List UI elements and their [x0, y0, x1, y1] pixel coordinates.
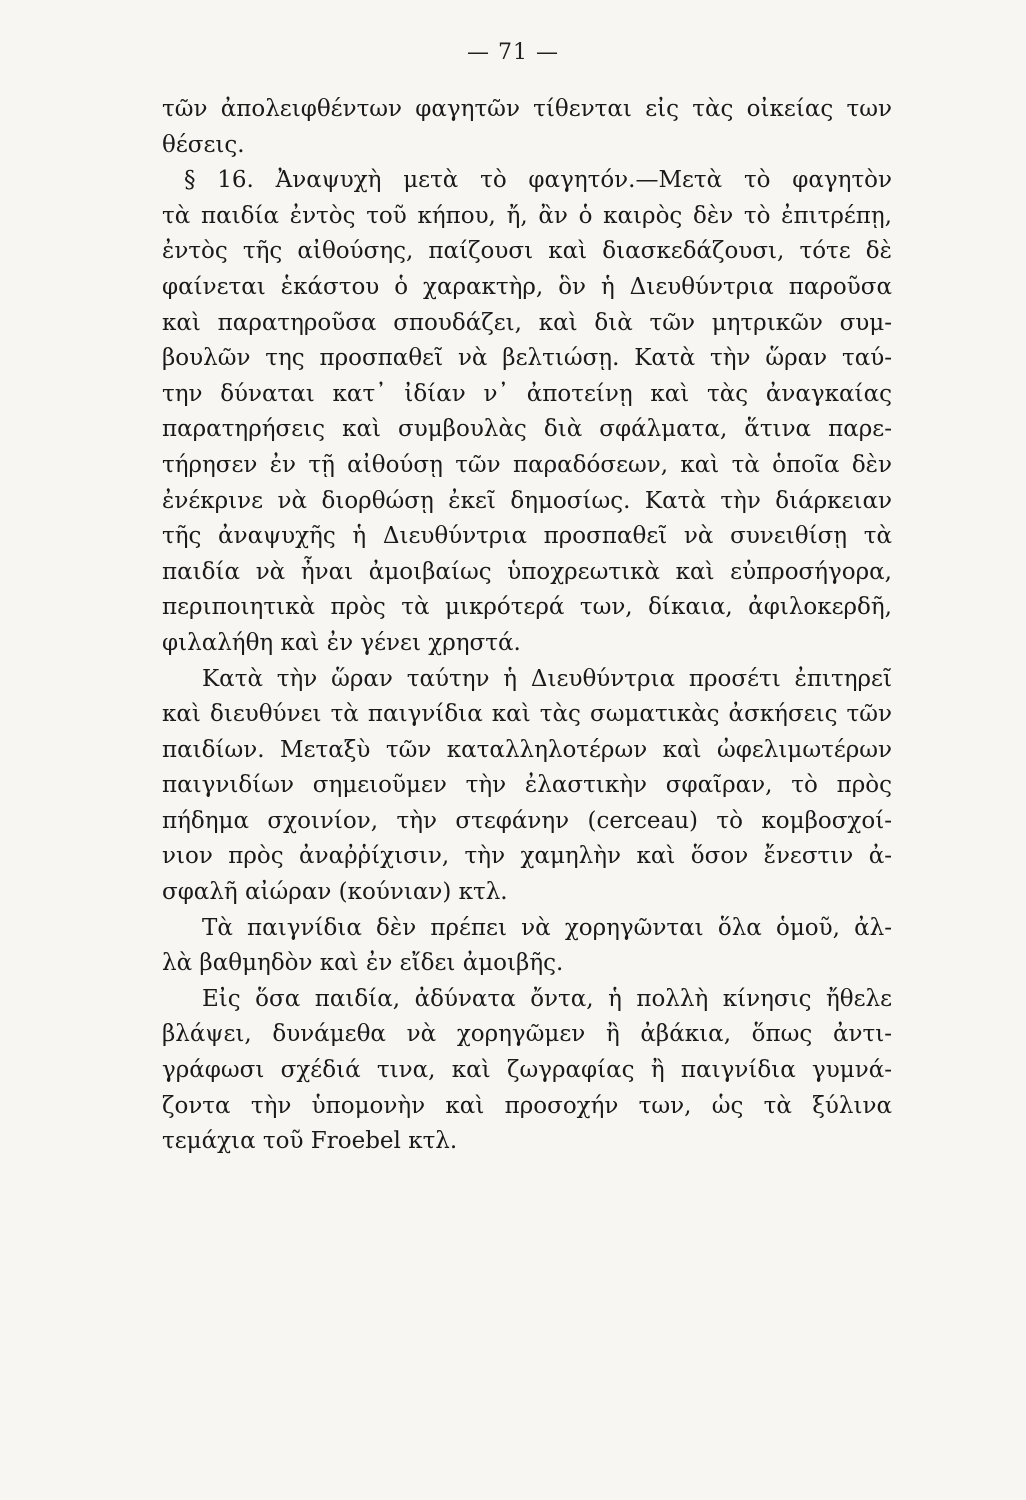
text-line: Κατὰ τὴν ὥραν ταύτην ἡ Διευθύντρια προσέτι ἐπιτηρεῖ [202, 665, 892, 692]
text-line: ἐντὸς τῆς αἰθούσης, παίζουσι καὶ διασκεδάζουσι, τότε δὲ [162, 238, 892, 265]
body-text [162, 92, 892, 1160]
page-number: — 71 — [467, 40, 559, 65]
text-line: νιον πρὸς ἀναῤῥίχισιν, τὴν χαμηλὴν καὶ ὅσον ἔνεστιν ἀ- [162, 843, 892, 870]
text-line: τὰ παιδία ἐντὸς τοῦ κήπου, ἤ, ἂν ὁ καιρὸς δὲν τὸ ἐπιτρέπῃ, [162, 202, 892, 229]
text-line: παιδία νὰ ἦναι ἀμοιβαίως ὑποχρεωτικὰ καὶ εὐπροσήγορα, [162, 558, 892, 585]
text-line: παρατηρήσεις καὶ συμβουλὰς διὰ σφάλματα, ἅτινα παρε- [162, 416, 892, 443]
text-line: πήδημα σχοινίον, τὴν στεφάνην (cerceau) τὸ κομβοσχοί- [162, 807, 892, 834]
text-line: τεμάχια τοῦ Froebel κτλ. [162, 1128, 458, 1155]
text-line: την δύναται κατ᾽ ἰδίαν ν᾽ ἀποτείνῃ καὶ τὰς ἀναγκαίας [162, 380, 892, 407]
text-line: φιλαλήθη καὶ ἐν γένει χρηστά. [162, 629, 521, 656]
text-line: καὶ παρατηροῦσα σπουδάζει, καὶ διὰ τῶν μητρικῶν συμ- [162, 309, 892, 336]
text-line: καὶ διευθύνει τὰ παιγνίδια καὶ τὰς σωματικὰς ἀσκήσεις τῶν [162, 701, 892, 728]
text-line: Τὰ παιγνίδια δὲν πρέπει νὰ χορηγῶνται ὅλα ὁμοῦ, ἀλ- [202, 914, 892, 941]
text-line: τήρησεν ἐν τῇ αἰθούσῃ τῶν παραδόσεων, καὶ τὰ ὁποῖα δὲν [162, 451, 892, 478]
text-line: ζοντα τὴν ὑπομονὴν καὶ προσοχήν των, ὡς τὰ ξύλινα [162, 1092, 892, 1119]
text-line: περιποιητικὰ πρὸς τὰ μικρότερά των, δίκαια, ἀφιλοκερδῆ, [162, 594, 892, 621]
text-line: λὰ βαθμηδὸν καὶ ἐν εἴδει ἀμοιβῆς. [162, 950, 564, 977]
text-line: βουλῶν της προσπαθεῖ νὰ βελτιώσῃ. Κατὰ τὴν ὥραν ταύ- [162, 345, 892, 372]
text-line: τῶν ἀπολειφθέντων φαγητῶν τίθενται εἰς τὰς οἰκείας των [162, 96, 892, 122]
text-line: θέσεις. [162, 131, 245, 158]
text-line: παιγνιδίων σημειοῦμεν τὴν ἐλαστικὴν σφαῖραν, τὸ πρὸς [162, 772, 892, 799]
text-line: Εἰς ὅσα παιδία, ἀδύνατα ὄντα, ἡ πολλὴ κίνησις ἤθελε [202, 985, 892, 1012]
text-line: γράφωσι σχέδιά τινα, καὶ ζωγραφίας ἢ παιγνίδια γυμνά- [162, 1057, 892, 1084]
text-line: σφαλῆ αἰώραν (κούνιαν) κτλ. [162, 879, 508, 906]
text-line: βλάψει, δυνάμεθα νὰ χορηγῶμεν ἢ ἀβάκια, ὅπως ἀντι- [162, 1021, 892, 1048]
text-line: παιδίων. Μεταξὺ τῶν καταλληλοτέρων καὶ ὠφελιμωτέρων [162, 736, 892, 763]
text-line: § 16. Ἀναψυχὴ μετὰ τὸ φαγητόν.—Μετὰ τὸ φαγητὸν [184, 167, 892, 194]
text-line: ἐνέκρινε νὰ διορθώσῃ ἐκεῖ δημοσίως. Κατὰ τὴν διάρκειαν [162, 487, 892, 514]
text-line: τῆς ἀναψυχῆς ἡ Διευθύντρια προσπαθεῖ νὰ συνειθίσῃ τὰ [162, 523, 892, 550]
text-line: φαίνεται ἑκάστου ὁ χαρακτὴρ, ὃν ἡ Διευθύντρια παροῦσα [162, 273, 892, 300]
